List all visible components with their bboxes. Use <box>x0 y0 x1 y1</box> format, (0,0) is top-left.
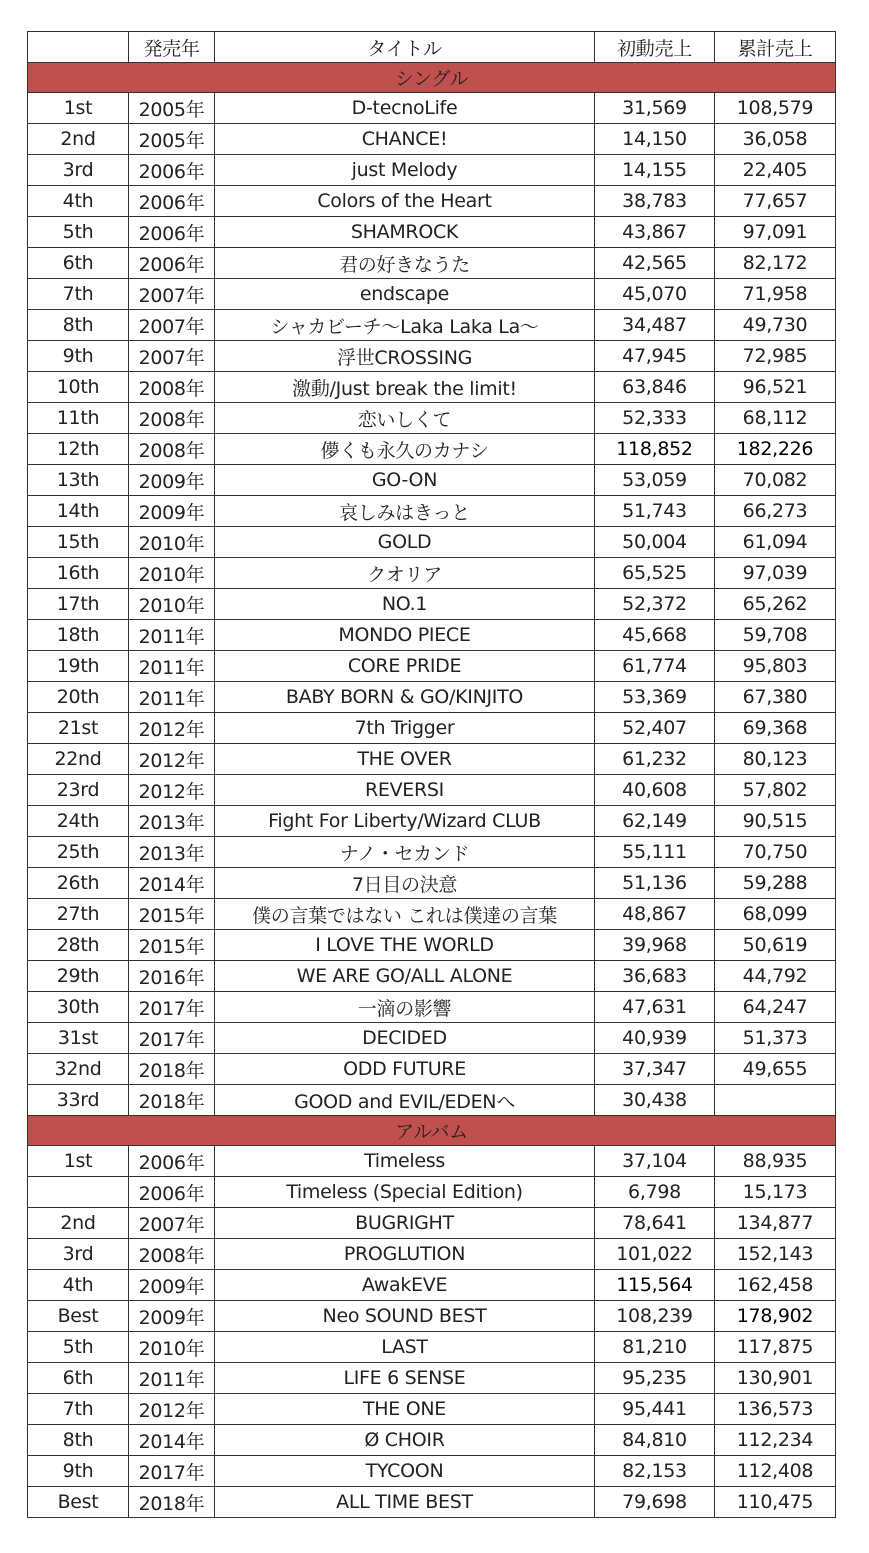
cell-rank: 4th <box>28 186 129 217</box>
cell-first-week: 81,210 <box>595 1332 715 1363</box>
cell-title: THE ONE <box>215 1394 595 1425</box>
cell-rank: 15th <box>28 527 129 558</box>
cell-rank: 5th <box>28 217 129 248</box>
cell-year: 2012年 <box>129 744 215 775</box>
cell-first-week: 37,104 <box>595 1146 715 1177</box>
cell-title: ナノ・セカンド <box>215 837 595 868</box>
cell-title: LAST <box>215 1332 595 1363</box>
cell-rank: 19th <box>28 651 129 682</box>
cell-title: TYCOON <box>215 1456 595 1487</box>
cell-first-week: 42,565 <box>595 248 715 279</box>
cell-year: 2005年 <box>129 93 215 124</box>
cell-total: 96,521 <box>715 372 836 403</box>
cell-first-week: 47,945 <box>595 341 715 372</box>
cell-year: 2008年 <box>129 372 215 403</box>
cell-rank: 28th <box>28 930 129 961</box>
table-row <box>28 403 836 434</box>
cell-title: 一滴の影響 <box>215 992 595 1023</box>
cell-first-week: 39,968 <box>595 930 715 961</box>
cell-rank: 3rd <box>28 1239 129 1270</box>
cell-year: 2006年 <box>129 248 215 279</box>
cell-rank: 22nd <box>28 744 129 775</box>
cell-first-week: 36,683 <box>595 961 715 992</box>
section-label: シングル <box>28 63 836 93</box>
cell-year: 2007年 <box>129 341 215 372</box>
cell-year: 2010年 <box>129 1332 215 1363</box>
header-title: タイトル <box>215 32 595 63</box>
cell-rank: 9th <box>28 1456 129 1487</box>
cell-title: GOLD <box>215 527 595 558</box>
table-row <box>28 1301 836 1332</box>
cell-rank: Best <box>28 1301 129 1332</box>
cell-total: 134,877 <box>715 1208 836 1239</box>
cell-total: 72,985 <box>715 341 836 372</box>
cell-first-week: 38,783 <box>595 186 715 217</box>
cell-total: 51,373 <box>715 1023 836 1054</box>
cell-year: 2009年 <box>129 1301 215 1332</box>
cell-year: 2013年 <box>129 806 215 837</box>
cell-rank: 9th <box>28 341 129 372</box>
header-first-week: 初動売上 <box>595 32 715 63</box>
cell-first-week: 65,525 <box>595 558 715 589</box>
table-row <box>28 1085 836 1116</box>
cell-total: 95,803 <box>715 651 836 682</box>
cell-year: 2012年 <box>129 1394 215 1425</box>
cell-year: 2011年 <box>129 651 215 682</box>
table-row <box>28 496 836 527</box>
cell-year: 2015年 <box>129 899 215 930</box>
table-row <box>28 682 836 713</box>
cell-year: 2012年 <box>129 775 215 806</box>
cell-total: 59,708 <box>715 620 836 651</box>
cell-first-week: 50,004 <box>595 527 715 558</box>
cell-year: 2017年 <box>129 992 215 1023</box>
cell-title: CORE PRIDE <box>215 651 595 682</box>
cell-year: 2018年 <box>129 1054 215 1085</box>
cell-rank: 3rd <box>28 155 129 186</box>
cell-rank: 5th <box>28 1332 129 1363</box>
cell-first-week: 51,136 <box>595 868 715 899</box>
header-total: 累計売上 <box>715 32 836 63</box>
table-row <box>28 837 836 868</box>
cell-total: 136,573 <box>715 1394 836 1425</box>
cell-year: 2008年 <box>129 434 215 465</box>
cell-total: 97,091 <box>715 217 836 248</box>
cell-total: 77,657 <box>715 186 836 217</box>
cell-year: 2011年 <box>129 682 215 713</box>
cell-total: 88,935 <box>715 1146 836 1177</box>
cell-rank: 29th <box>28 961 129 992</box>
cell-title: 哀しみはきっと <box>215 496 595 527</box>
table-row <box>28 1239 836 1270</box>
cell-total: 71,958 <box>715 279 836 310</box>
cell-total: 36,058 <box>715 124 836 155</box>
cell-title: ODD FUTURE <box>215 1054 595 1085</box>
cell-year: 2006年 <box>129 217 215 248</box>
cell-total: 70,750 <box>715 837 836 868</box>
cell-year: 2007年 <box>129 1208 215 1239</box>
cell-title: D-tecnoLife <box>215 93 595 124</box>
cell-year: 2017年 <box>129 1023 215 1054</box>
cell-year: 2010年 <box>129 589 215 620</box>
table-row <box>28 589 836 620</box>
cell-first-week: 45,668 <box>595 620 715 651</box>
cell-title: 儚くも永久のカナシ <box>215 434 595 465</box>
cell-first-week: 52,407 <box>595 713 715 744</box>
cell-total: 152,143 <box>715 1239 836 1270</box>
table-row <box>28 1487 836 1518</box>
section-label: アルバム <box>28 1116 836 1146</box>
cell-rank: 27th <box>28 899 129 930</box>
cell-title: just Melody <box>215 155 595 186</box>
cell-total: 61,094 <box>715 527 836 558</box>
cell-first-week: 52,333 <box>595 403 715 434</box>
cell-total: 15,173 <box>715 1177 836 1208</box>
cell-first-week: 53,059 <box>595 465 715 496</box>
cell-title: クオリア <box>215 558 595 589</box>
cell-title: AwakEVE <box>215 1270 595 1301</box>
cell-first-week: 101,022 <box>595 1239 715 1270</box>
cell-title: Neo SOUND BEST <box>215 1301 595 1332</box>
cell-year: 2010年 <box>129 558 215 589</box>
cell-first-week: 30,438 <box>595 1085 715 1116</box>
cell-first-week: 45,070 <box>595 279 715 310</box>
cell-rank: 24th <box>28 806 129 837</box>
cell-rank <box>28 1177 129 1208</box>
cell-first-week: 95,235 <box>595 1363 715 1394</box>
cell-title: I LOVE THE WORLD <box>215 930 595 961</box>
cell-year: 2016年 <box>129 961 215 992</box>
cell-rank: 8th <box>28 310 129 341</box>
table-row <box>28 1456 836 1487</box>
cell-title: Timeless (Special Edition) <box>215 1177 595 1208</box>
cell-total: 69,368 <box>715 713 836 744</box>
cell-total: 68,099 <box>715 899 836 930</box>
cell-first-week: 6,798 <box>595 1177 715 1208</box>
cell-rank: 6th <box>28 1363 129 1394</box>
cell-first-week: 82,153 <box>595 1456 715 1487</box>
cell-first-week: 62,149 <box>595 806 715 837</box>
cell-rank: 8th <box>28 1425 129 1456</box>
cell-year: 2007年 <box>129 279 215 310</box>
sales-table <box>27 31 836 1518</box>
cell-first-week: 61,232 <box>595 744 715 775</box>
table-row <box>28 1054 836 1085</box>
cell-total: 57,802 <box>715 775 836 806</box>
cell-title: LIFE 6 SENSE <box>215 1363 595 1394</box>
cell-first-week: 31,569 <box>595 93 715 124</box>
cell-year: 2018年 <box>129 1487 215 1518</box>
cell-first-week: 108,239 <box>595 1301 715 1332</box>
table-row <box>28 1270 836 1301</box>
cell-title: Timeless <box>215 1146 595 1177</box>
cell-title: 激動/Just break the limit! <box>215 372 595 403</box>
table-row <box>28 527 836 558</box>
table-row <box>28 372 836 403</box>
cell-title: ALL TIME BEST <box>215 1487 595 1518</box>
table-row <box>28 1332 836 1363</box>
cell-rank: 26th <box>28 868 129 899</box>
cell-year: 2013年 <box>129 837 215 868</box>
cell-title: 君の好きなうた <box>215 248 595 279</box>
cell-total: 59,288 <box>715 868 836 899</box>
cell-year: 2006年 <box>129 1146 215 1177</box>
table-row <box>28 155 836 186</box>
cell-total: 50,619 <box>715 930 836 961</box>
cell-year: 2008年 <box>129 403 215 434</box>
cell-rank: 20th <box>28 682 129 713</box>
table-row <box>28 1146 836 1177</box>
cell-rank: 31st <box>28 1023 129 1054</box>
cell-rank: 16th <box>28 558 129 589</box>
cell-total: 90,515 <box>715 806 836 837</box>
cell-rank: 10th <box>28 372 129 403</box>
table-row <box>28 775 836 806</box>
cell-total: 49,655 <box>715 1054 836 1085</box>
cell-rank: 33rd <box>28 1085 129 1116</box>
cell-year: 2008年 <box>129 1239 215 1270</box>
cell-first-week: 79,698 <box>595 1487 715 1518</box>
cell-total: 64,247 <box>715 992 836 1023</box>
cell-rank: 11th <box>28 403 129 434</box>
cell-rank: 6th <box>28 248 129 279</box>
cell-title: endscape <box>215 279 595 310</box>
table-row <box>28 620 836 651</box>
cell-year: 2017年 <box>129 1456 215 1487</box>
cell-total: 66,273 <box>715 496 836 527</box>
cell-rank: 21st <box>28 713 129 744</box>
cell-total: 49,730 <box>715 310 836 341</box>
table-row <box>28 961 836 992</box>
cell-year: 2006年 <box>129 186 215 217</box>
cell-total: 178,902 <box>715 1301 836 1332</box>
cell-title: Fight For Liberty/Wizard CLUB <box>215 806 595 837</box>
cell-year: 2011年 <box>129 1363 215 1394</box>
cell-total: 65,262 <box>715 589 836 620</box>
cell-first-week: 78,641 <box>595 1208 715 1239</box>
cell-year: 2014年 <box>129 1425 215 1456</box>
cell-total: 80,123 <box>715 744 836 775</box>
cell-total: 112,408 <box>715 1456 836 1487</box>
cell-rank: 30th <box>28 992 129 1023</box>
cell-year: 2010年 <box>129 527 215 558</box>
table-row <box>28 992 836 1023</box>
cell-first-week: 37,347 <box>595 1054 715 1085</box>
cell-year: 2014年 <box>129 868 215 899</box>
cell-first-week: 118,852 <box>595 434 715 465</box>
table-row <box>28 465 836 496</box>
table-row <box>28 279 836 310</box>
cell-year: 2006年 <box>129 1177 215 1208</box>
cell-year: 2012年 <box>129 713 215 744</box>
cell-rank: 23rd <box>28 775 129 806</box>
table-row <box>28 310 836 341</box>
cell-first-week: 48,867 <box>595 899 715 930</box>
cell-rank: 7th <box>28 1394 129 1425</box>
table-row <box>28 930 836 961</box>
table-row <box>28 217 836 248</box>
cell-title: シャカビーチ〜Laka Laka La〜 <box>215 310 595 341</box>
section-header <box>28 1116 836 1146</box>
cell-rank: 14th <box>28 496 129 527</box>
cell-year: 2009年 <box>129 465 215 496</box>
cell-title: DECIDED <box>215 1023 595 1054</box>
cell-year: 2007年 <box>129 310 215 341</box>
cell-rank: 4th <box>28 1270 129 1301</box>
cell-rank: 12th <box>28 434 129 465</box>
cell-total: 70,082 <box>715 465 836 496</box>
cell-total: 117,875 <box>715 1332 836 1363</box>
cell-rank: 7th <box>28 279 129 310</box>
table-row <box>28 1023 836 1054</box>
cell-title: GO-ON <box>215 465 595 496</box>
cell-rank: 17th <box>28 589 129 620</box>
cell-first-week: 53,369 <box>595 682 715 713</box>
cell-rank: 25th <box>28 837 129 868</box>
cell-total: 44,792 <box>715 961 836 992</box>
cell-total: 108,579 <box>715 93 836 124</box>
cell-year: 2011年 <box>129 620 215 651</box>
cell-title: BABY BORN & GO/KINJITO <box>215 682 595 713</box>
table-row <box>28 713 836 744</box>
cell-first-week: 84,810 <box>595 1425 715 1456</box>
table-row <box>28 1394 836 1425</box>
cell-first-week: 40,608 <box>595 775 715 806</box>
cell-first-week: 40,939 <box>595 1023 715 1054</box>
cell-rank: 18th <box>28 620 129 651</box>
cell-title: NO.1 <box>215 589 595 620</box>
table-row <box>28 341 836 372</box>
cell-title: Colors of the Heart <box>215 186 595 217</box>
cell-title: SHAMROCK <box>215 217 595 248</box>
table-row <box>28 744 836 775</box>
table-row <box>28 806 836 837</box>
cell-rank: 1st <box>28 1146 129 1177</box>
cell-year: 2009年 <box>129 496 215 527</box>
cell-total: 67,380 <box>715 682 836 713</box>
header-year: 発売年 <box>129 32 215 63</box>
table-row <box>28 248 836 279</box>
cell-year: 2015年 <box>129 930 215 961</box>
cell-title: GOOD and EVIL/EDENへ <box>215 1085 595 1116</box>
table-row <box>28 651 836 682</box>
cell-total: 68,112 <box>715 403 836 434</box>
table-row <box>28 1425 836 1456</box>
table-row <box>28 186 836 217</box>
cell-total: 112,234 <box>715 1425 836 1456</box>
cell-year: 2005年 <box>129 124 215 155</box>
cell-total <box>715 1085 836 1116</box>
table-row <box>28 1208 836 1239</box>
table-row <box>28 124 836 155</box>
cell-first-week: 34,487 <box>595 310 715 341</box>
cell-first-week: 63,846 <box>595 372 715 403</box>
table-row <box>28 93 836 124</box>
cell-total: 110,475 <box>715 1487 836 1518</box>
cell-rank: 13th <box>28 465 129 496</box>
cell-title: 7th Trigger <box>215 713 595 744</box>
cell-total: 162,458 <box>715 1270 836 1301</box>
table-row <box>28 899 836 930</box>
cell-title: THE OVER <box>215 744 595 775</box>
cell-first-week: 14,155 <box>595 155 715 186</box>
cell-title: 浮世CROSSING <box>215 341 595 372</box>
header-rank <box>28 32 129 63</box>
cell-total: 182,226 <box>715 434 836 465</box>
cell-first-week: 51,743 <box>595 496 715 527</box>
table-row <box>28 868 836 899</box>
cell-first-week: 14,150 <box>595 124 715 155</box>
cell-total: 82,172 <box>715 248 836 279</box>
cell-rank: 1st <box>28 93 129 124</box>
cell-title: Ø CHOIR <box>215 1425 595 1456</box>
cell-total: 130,901 <box>715 1363 836 1394</box>
cell-rank: 2nd <box>28 124 129 155</box>
cell-rank: 32nd <box>28 1054 129 1085</box>
cell-title: MONDO PIECE <box>215 620 595 651</box>
cell-year: 2006年 <box>129 155 215 186</box>
cell-year: 2009年 <box>129 1270 215 1301</box>
cell-year: 2018年 <box>129 1085 215 1116</box>
cell-first-week: 47,631 <box>595 992 715 1023</box>
cell-title: WE ARE GO/ALL ALONE <box>215 961 595 992</box>
table-row <box>28 558 836 589</box>
cell-title: REVERSI <box>215 775 595 806</box>
cell-total: 97,039 <box>715 558 836 589</box>
cell-first-week: 52,372 <box>595 589 715 620</box>
section-header <box>28 63 836 93</box>
cell-first-week: 43,867 <box>595 217 715 248</box>
cell-first-week: 115,564 <box>595 1270 715 1301</box>
table-body <box>28 63 836 1518</box>
table-row <box>28 434 836 465</box>
cell-title: BUGRIGHT <box>215 1208 595 1239</box>
cell-total: 22,405 <box>715 155 836 186</box>
cell-first-week: 95,441 <box>595 1394 715 1425</box>
cell-first-week: 61,774 <box>595 651 715 682</box>
cell-rank: 2nd <box>28 1208 129 1239</box>
cell-rank: Best <box>28 1487 129 1518</box>
table-row <box>28 1363 836 1394</box>
cell-title: 7日目の決意 <box>215 868 595 899</box>
cell-first-week: 55,111 <box>595 837 715 868</box>
cell-title: CHANCE! <box>215 124 595 155</box>
cell-title: 僕の言葉ではない これは僕達の言葉 <box>215 899 595 930</box>
table-row <box>28 1177 836 1208</box>
header-row <box>28 32 836 63</box>
cell-title: PROGLUTION <box>215 1239 595 1270</box>
cell-title: 恋いしくて <box>215 403 595 434</box>
